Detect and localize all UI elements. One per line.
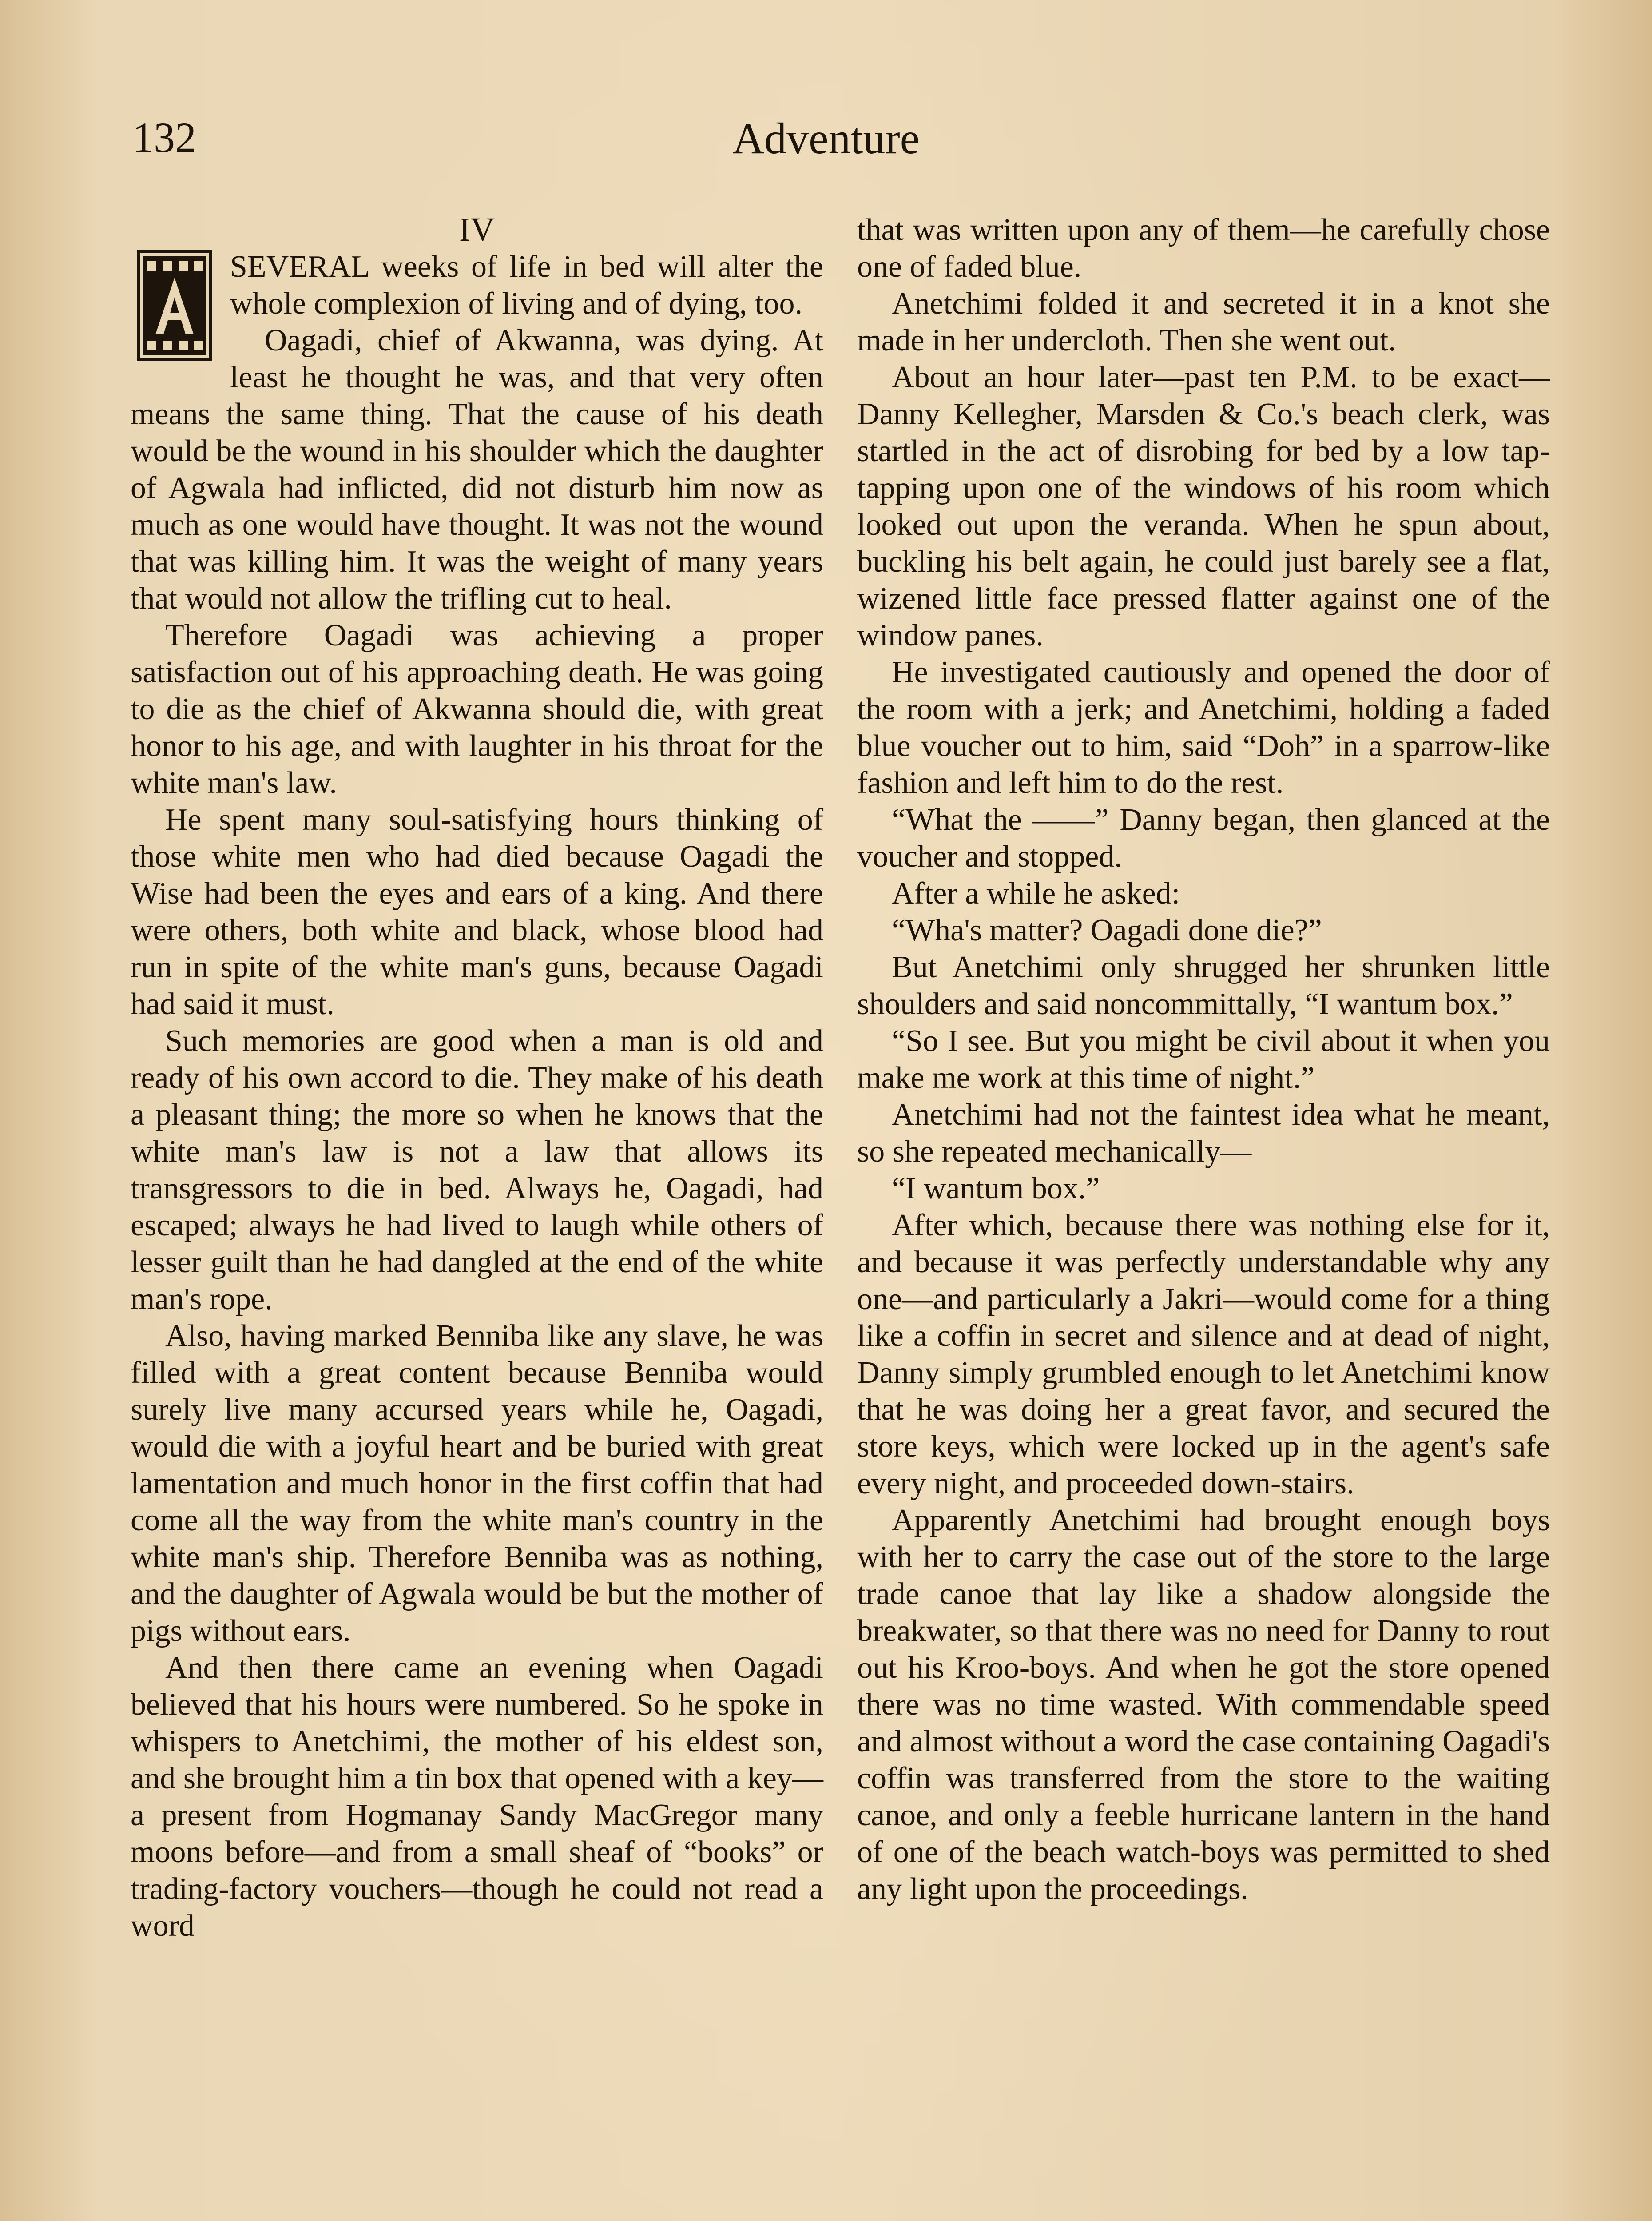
paragraph: About an hour later—past ten P.M. to be exact—Danny Kellegher, Marsden & Co.'s beach clerk, was startled in the act of disrobing for bed by a low tap-tapping upon one of the windows of his room which looked out upon the veranda. When he spun about, buckling his belt again, he could just barely see a flat, wizened little face pressed flatter against one of the window panes. [857,360,1550,653]
paragraph: After which, because there was nothing else for it, and because it was perfectly understandable why any one—and particularly a Jakri—would come for a thing like a coffin in secret and silence and at dead of night, Danny simply grumbled enough to let Anetchimi know that he was doing her a great favor, and secured the store keys, which were locked up in the agent's safe every night, and proceeded down-stairs. [857,1208,1550,1501]
running-head-title: Adventure [732,114,920,163]
paragraph: After a while he asked: [892,876,1180,911]
paragraph: “What the ——” Danny began, then glanced at the voucher and stopped. [857,803,1550,874]
paragraph: And then there came an evening when Oagadi believed that his hours were numbered. So he spoke in whispers to Anetchimi, the mother of his eldest son, and she brought him a tin box that opened with a key—a present from Hogmanay Sandy MacGregor many moons before—and from a small sheaf of “books” or trading-factory vouchers—though he could not read a word [131,1651,823,1943]
paragraph: Therefore Oagadi was achieving a proper satisfaction out of his approaching death. He was going to die as the chief of Akwanna should die, with great honor to his age, and with laughter in his throat for the white man's law. [131,618,823,800]
paragraph: Anetchimi folded it and secreted it in a knot she made in her undercloth. Then she went out. [857,287,1550,358]
paragraph: “So I see. But you might be civil about it when you make me work at this time of night.” [857,1024,1550,1095]
continued-paragraph: that was written upon any of them—he carefully chose one of faded blue. [857,213,1550,284]
paragraph: Apparently Anetchimi had brought enough boys with her to carry the case out of the store to the large trade canoe that lay like a shadow alongside the breakwater, so that there was no need for Danny to rout out his Kroo-boys. And when he got the store opened there was no time wasted. With commendable speed and almost without a word the case containing Oagadi's coffin was transferred from the store to the waiting canoe, and only a feeble hurricane lantern in the hand of one of the beach watch-boys was permitted to shed any light upon the proceedings. [857,1503,1550,1906]
paragraph: He investigated cautiously and opened the door of the room with a jerk; and Anetchimi, holding a faded blue voucher out to him, said “Doh” in a sparrow-like fashion and left him to do the rest. [857,655,1550,800]
page-number: 132 [132,114,196,161]
paragraph: He spent many soul-satisfying hours thinking of those white men who had died because Oagadi the Wise had been the eyes and ears of a king. And there were others, both white and black, whose blood had run in spite of the white man's guns, because Oagadi had said it must. [131,803,823,1021]
paragraph: “I wantum box.” [892,1171,1100,1206]
paragraph: Also, having marked Benniba like any slave, he was filled with a great content because Benniba would surely live many accursed years while he, Oagadi, would die with a joyful heart and be buried with great lamentation and much honor in the first coffin that had come all the way from the white man's country in the white man's ship. Therefore Benniba was as nothing, and the daughter of Agwala would be but the mother of pigs without ears. [131,1319,823,1648]
paragraph: But Anetchimi only shrugged her shrunken little shoulders and said noncommittally, “I wantum box.” [857,950,1550,1021]
paragraph: “Wha's matter? Oagadi done die?” [892,913,1322,947]
paragraph: Anetchimi had not the faintest idea what he meant, so she repeated mechanically— [857,1098,1550,1169]
right-column [857,211,1550,1907]
paragraph: Such memories are good when a man is old and ready of his own accord to die. They make of his death a pleasant thing; the more so when he knows that the white man's law is not a law that allows its transgressors to die in bed. Always he, Oagadi, had escaped; always he had lived to laugh while others of lesser guilt than he had dangled at the end of the white man's rope. [131,1024,823,1316]
paragraph: Oagadi, chief of Akwanna, was dying. At least he thought he was, and that very often means the same thing. That the cause of his death would be the wound in his shoulder which the daughter of Agwala had inflicted, did not disturb him now as much as one would have thought. It was not the wound that was killing him. It was the weight of many years that would not allow the trifling cut to heal. [131,323,823,616]
opening-paragraph-text: SEVERAL weeks of life in bed will alter the whole complexion of living and of dying, too. [230,250,823,321]
opening-paragraph [131,248,823,322]
left-column [131,211,823,1944]
ornamental-initial-a-icon [137,250,212,361]
section-number: IV [459,211,495,248]
